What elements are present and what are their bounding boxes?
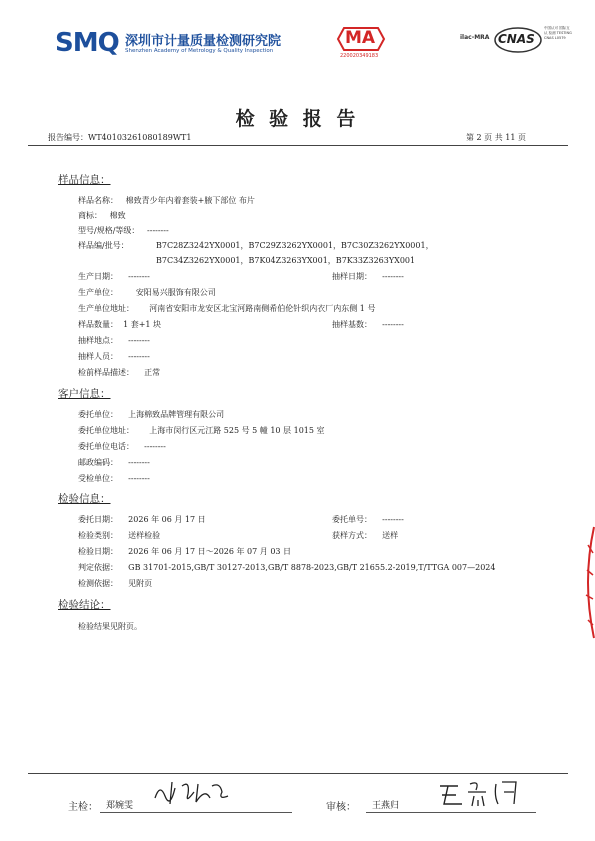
- ma-text: MA: [345, 28, 376, 48]
- value: 2026 年 06 月 17 日～2026 年 07 月 03 日: [128, 547, 292, 556]
- row-client-address: [78, 425, 325, 436]
- conclusion-text: 检验结果见附页。: [78, 622, 142, 631]
- value: 棉致青少年内着套装+腋下部位 布片: [125, 196, 255, 205]
- value: 见附页: [128, 579, 153, 588]
- label: 商标：: [78, 211, 102, 220]
- value: --------: [382, 515, 404, 524]
- label: 检验日期：: [78, 547, 118, 556]
- footer-divider: [28, 773, 568, 774]
- value: 安阳易兴服饰有限公司: [135, 288, 216, 297]
- row-sample-place: [78, 335, 150, 346]
- header-divider: [28, 145, 568, 146]
- smq-logo: [55, 28, 310, 62]
- value: 1 套+1 块: [123, 320, 162, 329]
- row-sample-desc: [78, 367, 160, 378]
- value: --------: [382, 272, 404, 281]
- value: --------: [128, 336, 150, 345]
- seal-fragment-icon: [580, 525, 595, 640]
- row-sample-base: [332, 319, 404, 330]
- label: 委托单位电话：: [78, 442, 134, 451]
- org-name-cn: 深圳市计量质量检测研究院: [125, 34, 282, 49]
- label: 抽样日期：: [332, 272, 372, 281]
- label: 检验类别：: [78, 531, 118, 540]
- report-title: 检 验 报 告: [235, 108, 360, 130]
- label: 生产单位：: [78, 288, 118, 297]
- label: 样品数量：: [78, 320, 118, 329]
- value: 2026 年 06 月 17 日: [128, 515, 206, 524]
- label: 委托日期：: [78, 515, 118, 524]
- section-client-heading: 客户信息：: [58, 388, 111, 400]
- label: 生产日期：: [78, 272, 118, 281]
- label: 抽样地点：: [78, 336, 118, 345]
- row-prod-date: [78, 271, 150, 282]
- reviewer-name: 王燕归: [372, 801, 400, 811]
- value: --------: [382, 320, 404, 329]
- label: 型号/规格/等级：: [78, 226, 140, 235]
- row-judgement-basis: [78, 562, 495, 573]
- label: 委托单号：: [332, 515, 372, 524]
- section-sample-heading: 样品信息：: [58, 174, 111, 186]
- row-producer: [78, 287, 216, 298]
- cnas-logo: [460, 24, 570, 56]
- value: GB 31701-2015,GB/T 30127-2013,GB/T 8878-2023,GB/T 21655.2-2019,T/TTGA 007—2024: [128, 563, 496, 572]
- org-name-en: Shenzhen Academy of Metrology & Quality Inspection: [125, 48, 274, 54]
- label: 抽样人员：: [78, 352, 118, 361]
- label: 获样方式：: [332, 531, 372, 540]
- label: 委托单位：: [78, 410, 118, 419]
- label: 抽样基数：: [332, 320, 372, 329]
- row-model: [78, 225, 169, 236]
- page-info: 第 2 页 共 11 页: [466, 133, 526, 142]
- ma-logo: [336, 26, 386, 60]
- value: 送样: [382, 531, 399, 540]
- cnas-side-text: 中国认可 国际互认 检测 TESTING CNAS L0579: [544, 26, 572, 40]
- row-sample-person: [78, 351, 150, 362]
- label: 委托单位地址：: [78, 426, 134, 435]
- value: 正常: [144, 368, 161, 377]
- value: --------: [128, 352, 150, 361]
- label: 生产单位地址：: [78, 304, 134, 313]
- value: 送样检验: [128, 531, 161, 540]
- row-sample-method: [332, 530, 398, 541]
- label: 判定依据：: [78, 563, 118, 572]
- reviewer-signature-icon: [436, 776, 526, 810]
- inspector-label: 主检：: [68, 802, 98, 813]
- value: --------: [128, 474, 150, 483]
- inspector-underline: [100, 812, 292, 813]
- row-client-receiver: [78, 473, 150, 484]
- value: 上海市闵行区元江路 525 号 5 幢 10 层 1015 室: [149, 426, 325, 435]
- row-client-unit: [78, 409, 224, 420]
- inspector-signature-icon: [150, 778, 235, 808]
- row-test-basis: [78, 578, 152, 589]
- section-conclusion-heading: 检验结论：: [58, 599, 111, 611]
- row-client-post: [78, 457, 150, 468]
- value: --------: [128, 272, 150, 281]
- label: 样品名称：: [78, 196, 118, 205]
- row-client-phone: [78, 441, 166, 452]
- batch-line-2: B7C34Z3262YX0001，B7K04Z3263YX001，B7K33Z3263YX001: [156, 256, 416, 265]
- row-sample-name: [78, 195, 255, 206]
- value: 河南省安阳市龙安区北宝河路南侧希伯伦针织内衣厂内东侧 1 号: [149, 304, 376, 313]
- label: 检前样品描述：: [78, 368, 134, 377]
- label: 邮政编码：: [78, 458, 118, 467]
- reviewer-underline: [366, 812, 536, 813]
- cnas-text: CNAS: [498, 32, 535, 46]
- row-batch: [78, 240, 129, 251]
- ma-number: 220020349183: [340, 53, 379, 59]
- report-number: 报告编号：WT40103261080189WT1: [48, 133, 192, 142]
- row-inspection-type: [78, 530, 160, 541]
- row-producer-address: [78, 303, 375, 314]
- value: 棉致: [109, 211, 126, 220]
- value: --------: [147, 226, 169, 235]
- reviewer-label: 审核：: [326, 802, 356, 813]
- row-sample-date: [332, 271, 404, 282]
- row-commission-no: [332, 514, 404, 525]
- label: 受检单位：: [78, 474, 118, 483]
- batch-line-1: B7C28Z3242YX0001，B7C29Z3262YX0001，B7C30Z3262YX0001，: [156, 241, 434, 250]
- value: --------: [128, 458, 150, 467]
- row-inspection-period: [78, 546, 291, 557]
- row-commission-date: [78, 514, 206, 525]
- label: 检测依据：: [78, 579, 118, 588]
- section-inspection-heading: 检验信息：: [58, 493, 111, 505]
- label: 样品编/批号：: [78, 241, 129, 250]
- ilac-mra-text: ilac-MRA: [460, 34, 490, 41]
- row-quantity: [78, 319, 161, 330]
- value: --------: [144, 442, 166, 451]
- smq-logo-text: SMQ: [55, 28, 119, 58]
- value: 上海棉致品牌管理有限公司: [128, 410, 225, 419]
- inspector-name: 郑婉雯: [106, 801, 134, 811]
- row-brand: [78, 210, 126, 221]
